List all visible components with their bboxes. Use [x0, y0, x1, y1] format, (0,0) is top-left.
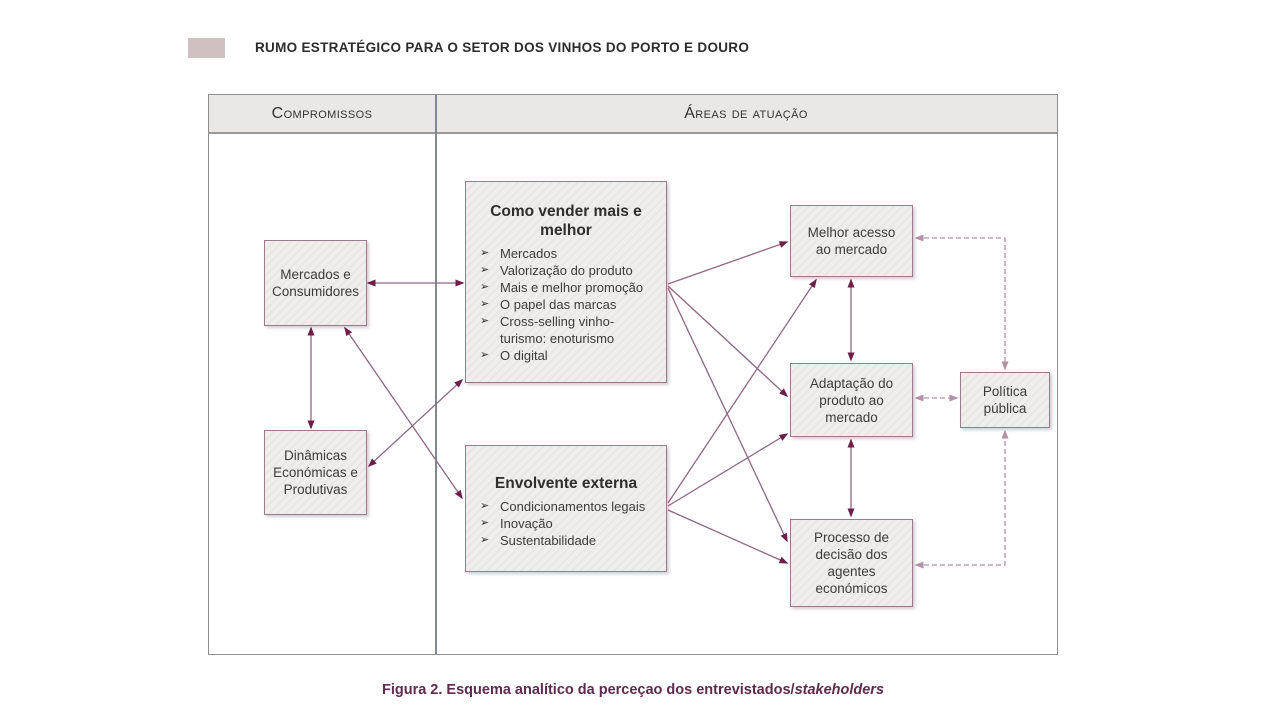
- node-como-vender-mais-e-melhor: [465, 181, 667, 383]
- list-item-label: Condicionamentos legais: [500, 499, 646, 514]
- node-dinamicas-economicas-e-produtivas: Dinâmicas Económicas e Produtivas: [264, 430, 367, 515]
- node-mercados-e-consumidores: Mercados e Consumidores: [264, 240, 367, 326]
- list-item: [474, 279, 658, 296]
- list-item-label: Mercados: [500, 246, 558, 261]
- node-bullet-list: [474, 498, 658, 549]
- list-item: [474, 262, 658, 279]
- node-envolvente-externa: [465, 445, 667, 572]
- list-item: [474, 296, 658, 313]
- arrow-bullet-icon: ➢: [480, 315, 490, 327]
- node-processo-de-decisao-dos-agentes-economicos: Processo de decisão dos agentes económicos: [790, 519, 913, 607]
- node-melhor-acesso-ao-mercado: Melhor acesso ao mercado: [790, 205, 913, 277]
- document-header-title: RUMO ESTRATÉGICO PARA O SETOR DOS VINHOS DO PORTO E DOURO: [255, 40, 750, 55]
- node-politica-publica: Política pública: [960, 372, 1050, 428]
- column-header-areas-de-atuacao: Áreas de atuação: [684, 104, 808, 122]
- arrow-bullet-icon: ➢: [480, 349, 490, 361]
- arrow-bullet-icon: ➢: [480, 264, 490, 276]
- arrow-bullet-icon: ➢: [480, 517, 490, 529]
- list-item: [474, 347, 658, 364]
- arrow-bullet-icon: ➢: [480, 247, 490, 259]
- list-item-label: Inovação: [500, 516, 553, 531]
- column-header-compromissos: Compromissos: [271, 104, 373, 122]
- arrow-bullet-icon: ➢: [480, 534, 490, 546]
- list-item-label: Sustentabilidade: [500, 533, 597, 548]
- node-bullet-list: [474, 245, 658, 364]
- list-item: [474, 515, 658, 532]
- list-item-label: O papel das marcas: [500, 297, 617, 312]
- list-item-label: Cross-selling vinho-turismo: enoturismo: [500, 314, 615, 346]
- section-marker-swatch: [188, 38, 225, 58]
- figure-caption-text: Figura 2. Esquema analítico da perceçao dos entrevistados/: [381, 682, 795, 698]
- list-item: [474, 313, 658, 347]
- figure-caption-italic: stakeholders: [794, 682, 885, 698]
- node-adaptacao-do-produto-ao-mercado: Adaptação do produto ao mercado: [790, 363, 913, 437]
- list-item: [474, 245, 658, 262]
- arrow-bullet-icon: ➢: [480, 500, 490, 512]
- arrow-bullet-icon: ➢: [480, 281, 490, 293]
- figure-caption: [208, 682, 1058, 698]
- column-divider-line: [435, 95, 437, 654]
- list-item-label: Mais e melhor promoção: [500, 280, 644, 295]
- list-item: [474, 498, 658, 515]
- list-item: [474, 532, 658, 549]
- node-title: Como vender mais e melhor: [490, 203, 642, 239]
- node-title: Envolvente externa: [494, 475, 638, 492]
- arrow-bullet-icon: ➢: [480, 298, 490, 310]
- list-item-label: O digital: [500, 348, 548, 363]
- diagram-header-row: [209, 95, 1057, 134]
- list-item-label: Valorização do produto: [500, 263, 633, 278]
